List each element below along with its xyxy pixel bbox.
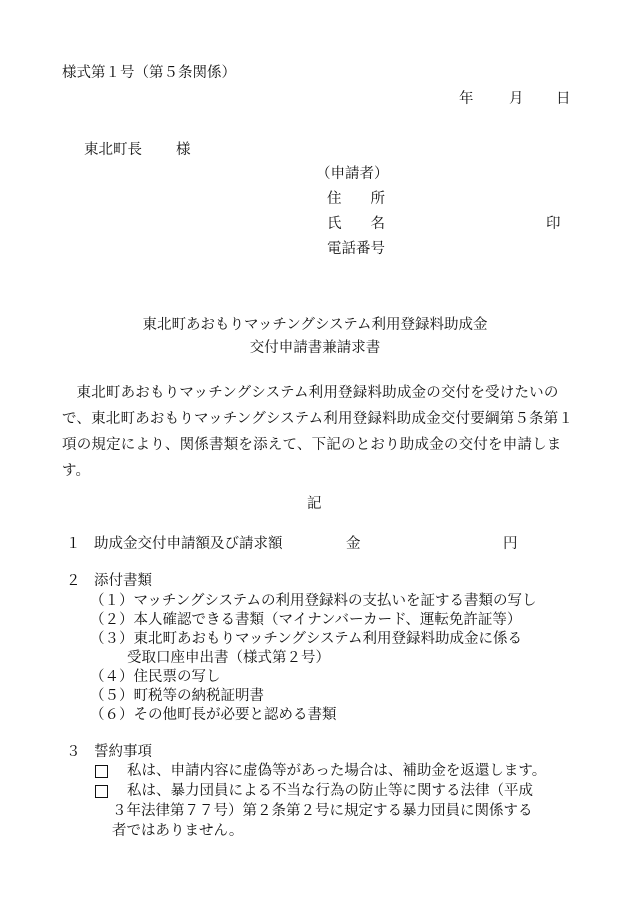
section3-label: 誓約事項 (94, 744, 152, 760)
document-title-line2: 交付申請書兼請求書 (249, 340, 381, 356)
addressee-honorific: 様 (176, 142, 191, 158)
attachment-item-4: （４）住民票の写し (90, 669, 221, 685)
pledge2-text-line3: 者ではありません。 (112, 823, 244, 839)
section1-number: １ (66, 536, 81, 552)
applicant-address-label: 住 所 (327, 191, 385, 207)
applicant-phone-label: 電話番号 (327, 241, 385, 257)
attachment-item-5: （５）町税等の納税証明書 (90, 688, 264, 704)
attachment-item-3-cont: 受取口座申出書（様式第２号） (127, 650, 330, 666)
date-year: 年 (459, 91, 474, 107)
attachment-item-2: （２）本人確認できる書類（マイナンバーカード、運転免許証等） (90, 612, 522, 628)
body-text: 東北町あおもりマッチングシステム利用登録料助成金の交付を受けたいので、東北町あおもりマッチングシステム利用登録料助成金交付要綱第５条第１項の規定により、関係書類を添えて、下記のとおり助成金の交付を申請します。 (62, 385, 574, 479)
applicant-heading: （申請者） (316, 166, 389, 182)
date-month: 月 (509, 91, 524, 107)
pledge2-text-line2: ３年法律第７７号）第２条第２号に規定する暴力団員に関係する (112, 803, 533, 819)
pledge1-text: 私は、申請内容に虚偽等があった場合は、補助金を返還します。 (127, 763, 547, 779)
section2-label: 添付書類 (94, 573, 152, 589)
section2-number: ２ (66, 573, 81, 589)
attachment-item-1: （１）マッチングシステムの利用登録料の支払いを証する書類の写し (90, 593, 537, 609)
pledge2-checkbox[interactable] (95, 785, 108, 798)
pledge1-checkbox[interactable] (95, 765, 108, 778)
ki-heading: 記 (307, 496, 322, 512)
pledge2-text-line1: 私は、暴力団員による不当な行為の防止等に関する法律（平成 (127, 783, 533, 799)
attachment-item-6: （６）その他町長が必要と認める書類 (90, 707, 337, 723)
addressee-name: 東北町長 (84, 142, 142, 158)
section1-label: 助成金交付申請額及び請求額 (94, 536, 283, 552)
section3-number: ３ (66, 744, 81, 760)
document-title-line1: 東北町あおもりマッチングシステム利用登録料助成金 (142, 317, 488, 333)
applicant-name-label: 氏 名 (327, 216, 385, 232)
amount-kin: 金 (346, 536, 361, 552)
seal-mark: 印 (546, 216, 561, 232)
form-number: 様式第１号（第５条関係） (62, 65, 236, 81)
attachment-item-3: （３）東北町あおもりマッチングシステム利用登録料助成金に係る (90, 631, 522, 647)
date-day: 日 (556, 91, 571, 107)
amount-yen: 円 (503, 536, 518, 552)
